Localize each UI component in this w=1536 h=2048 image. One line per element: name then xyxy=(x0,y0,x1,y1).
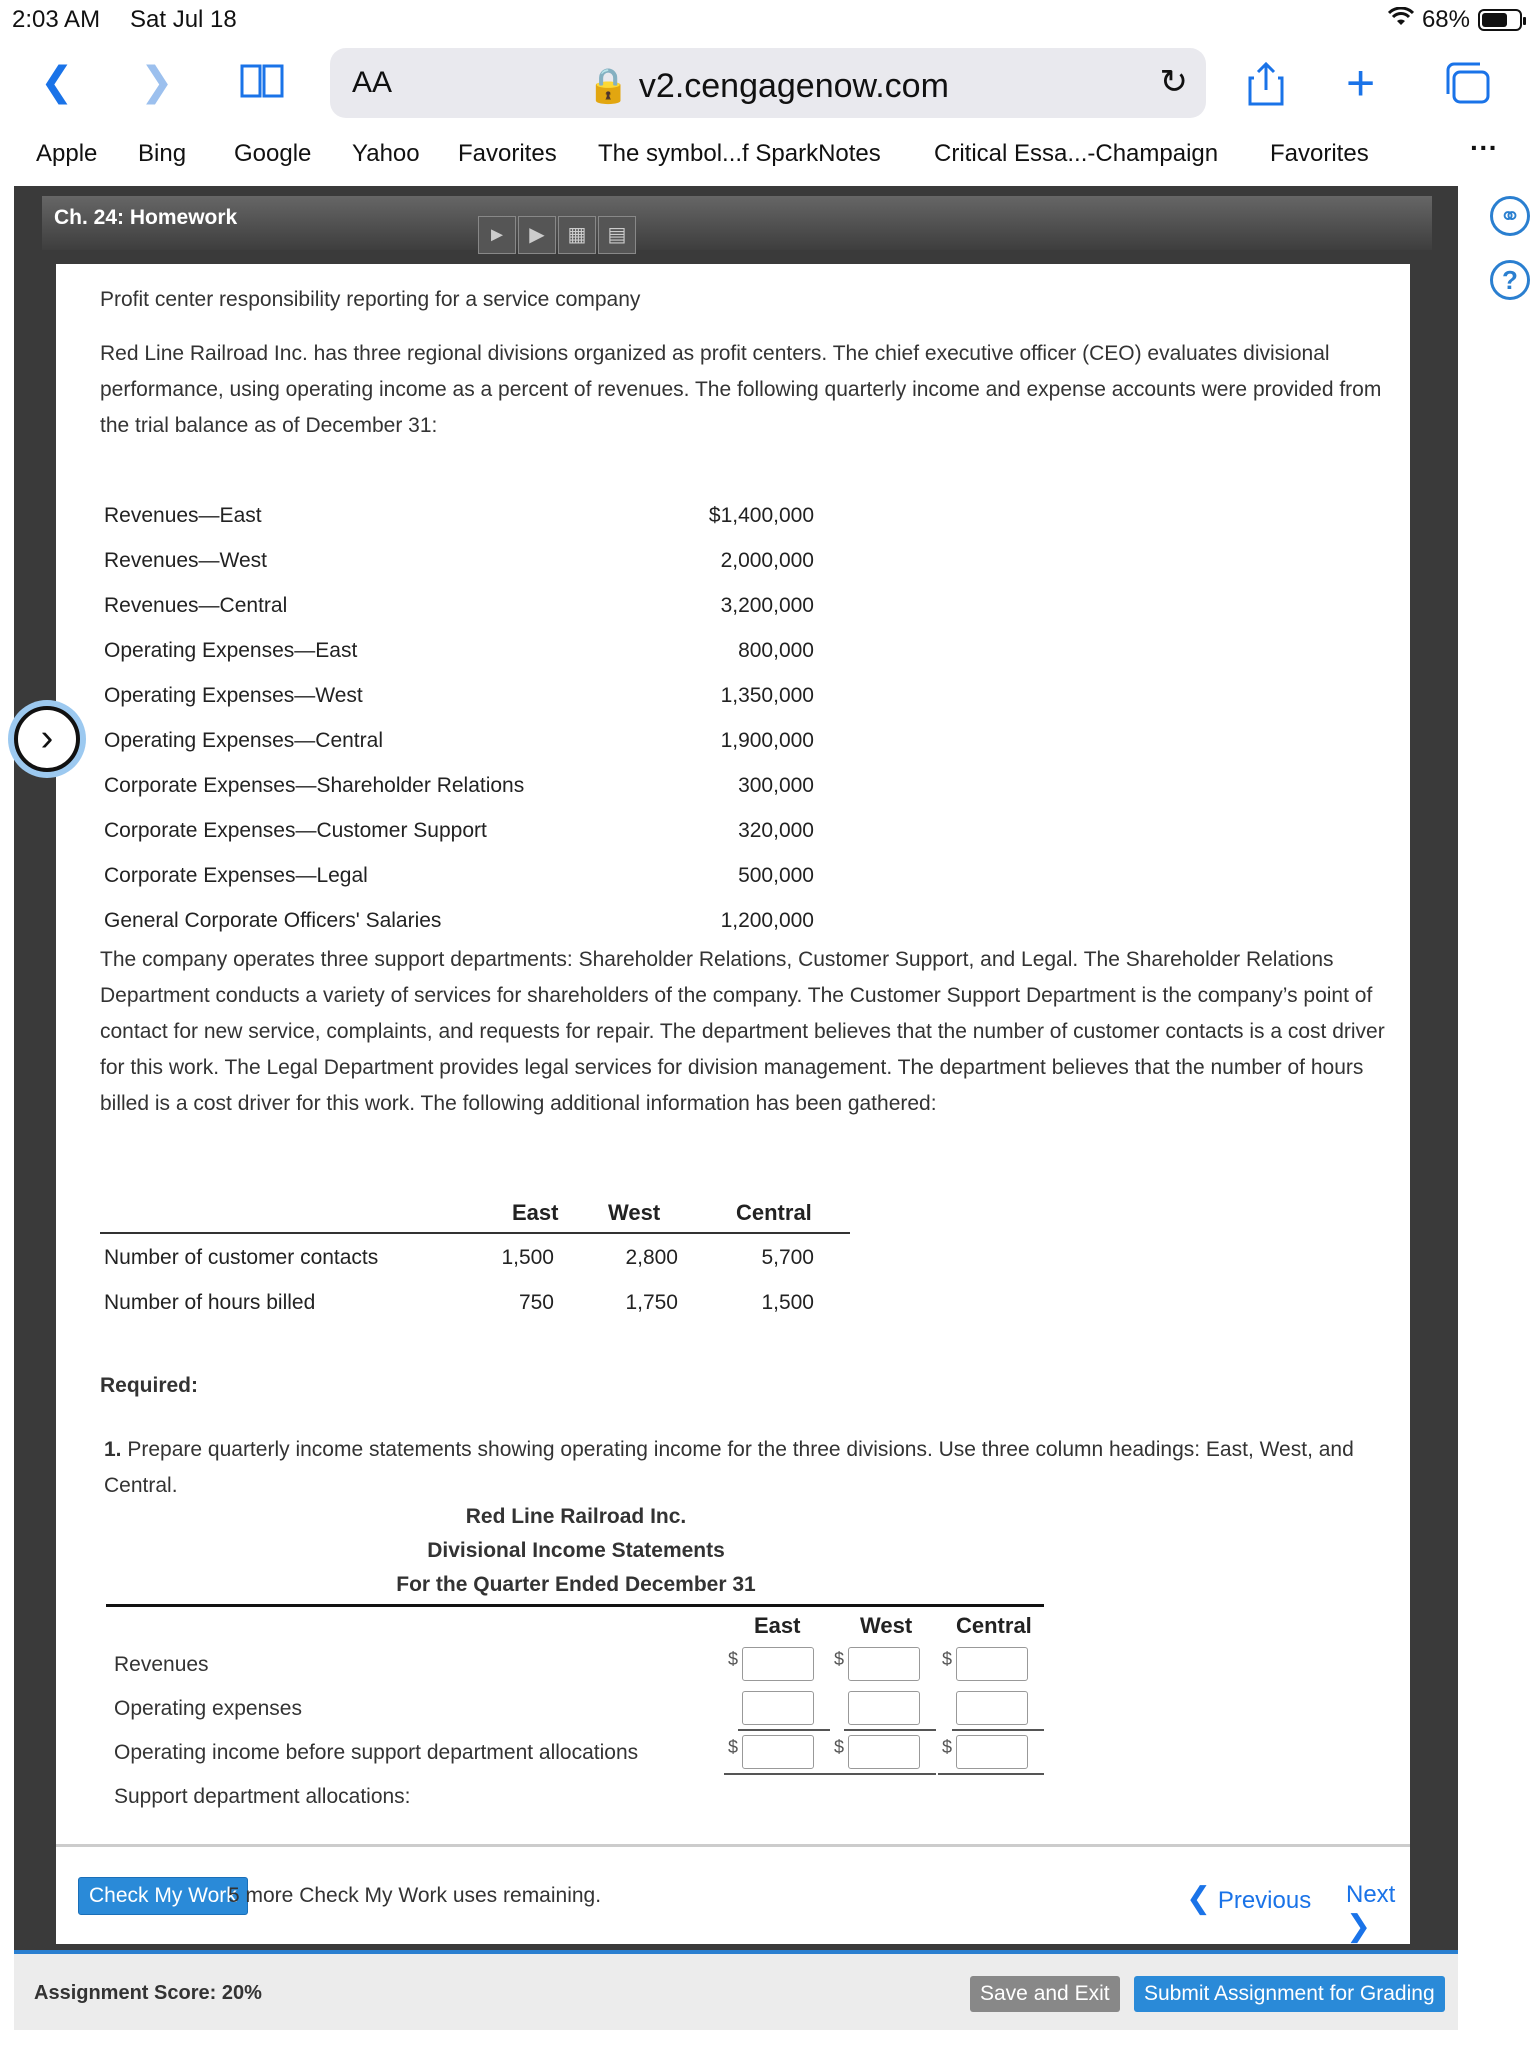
account-label: Corporate Expenses—Customer Support xyxy=(104,819,487,842)
battery-icon xyxy=(1478,9,1522,31)
statement-period: For the Quarter Ended December 31 xyxy=(396,1573,756,1596)
expand-panel-arrow-icon[interactable]: › xyxy=(14,706,80,772)
row-label: Support department allocations: xyxy=(114,1785,411,1808)
status-time: 2:03 AM xyxy=(12,6,101,33)
ebook-icon[interactable]: ► xyxy=(478,216,516,254)
column-header-central: Central xyxy=(736,1200,812,1225)
save-and-exit-button[interactable]: Save and Exit xyxy=(970,1976,1120,2012)
requirement-number: 1. xyxy=(104,1438,122,1461)
required-label: Required: xyxy=(100,1374,199,1397)
statement-col-west: West xyxy=(860,1613,913,1638)
account-amount: 1,900,000 xyxy=(720,729,814,752)
revenues-west-input[interactable] xyxy=(848,1647,920,1681)
statement-col-central: Central xyxy=(956,1613,1032,1638)
driver-label: Number of hours billed xyxy=(104,1291,316,1314)
opex-west-input[interactable] xyxy=(848,1691,920,1725)
status-date: Sat Jul 18 xyxy=(130,6,237,33)
address-bar[interactable] xyxy=(330,48,1206,118)
assignment-frame xyxy=(14,186,1458,1962)
next-label: Next xyxy=(1346,1881,1396,1908)
account-amount: 1,350,000 xyxy=(720,684,814,707)
statement-name: Divisional Income Statements xyxy=(427,1539,725,1562)
account-label: Revenues—Central xyxy=(104,594,288,617)
battery-percent: 68% xyxy=(1421,6,1470,33)
help-icon[interactable]: ? xyxy=(1490,260,1530,300)
account-label: Operating Expenses—Central xyxy=(104,729,383,752)
statement-row-operating-income xyxy=(106,1731,1046,1775)
next-button[interactable] xyxy=(1346,1881,1410,1944)
account-label: General Corporate Officers' Salaries xyxy=(104,909,442,932)
forward-icon[interactable]: ❯ xyxy=(140,60,174,104)
cost-driver-table xyxy=(100,1194,850,1324)
share-icon[interactable] xyxy=(1246,60,1286,113)
currency-sign: $ xyxy=(942,1649,953,1669)
statement-columns xyxy=(106,1607,1046,1643)
column-header-west: West xyxy=(608,1200,661,1225)
previous-button[interactable] xyxy=(1186,1881,1311,1916)
notes-icon[interactable]: ▤ xyxy=(598,216,636,254)
assignment-score: Assignment Score: 20% xyxy=(34,1982,262,2004)
status-bar xyxy=(0,0,1536,40)
chevron-right-icon: ❯ xyxy=(1346,1910,1372,1943)
account-label: Corporate Expenses—Legal xyxy=(104,864,368,887)
status-right xyxy=(1388,6,1522,34)
account-amount: 800,000 xyxy=(738,639,814,662)
bookmark-bing[interactable]: Bing xyxy=(138,140,187,167)
support-departments-text: The company operates three support departments: Shareholder Relations, Customer Support, and Legal. The Shareholder Relations Department conducts a variety of services for shareholders of the company. The Customer Support Department is the company’s point of contact for new service, complaints, and requests for repair. The department believes that the number of customer contacts is a cost driver for this work. The Legal Department provides legal services for division management. The department believes that the number of hours billed is a cost driver for this work. The following additional information has been gathered: xyxy=(100,948,1385,1115)
cost-driver-header xyxy=(100,1194,850,1234)
submit-assignment-button[interactable]: Submit Assignment for Grading xyxy=(1134,1976,1445,2012)
check-my-work-button[interactable]: Check My Work xyxy=(78,1877,248,1915)
account-amount: 500,000 xyxy=(738,864,814,887)
bookmarks-bar xyxy=(0,132,1536,178)
wifi-icon xyxy=(1388,6,1414,34)
url-label: v2.cengagenow.com xyxy=(638,67,949,105)
bookmark-google[interactable]: Google xyxy=(234,140,312,167)
op-income-west-input[interactable] xyxy=(848,1735,920,1769)
bookmark-apple[interactable]: Apple xyxy=(36,140,98,167)
problem-content xyxy=(56,264,1410,1844)
account-label: Revenues—West xyxy=(104,549,268,572)
back-icon[interactable]: ❮ xyxy=(40,60,74,104)
homework-title: Ch. 24: Homework xyxy=(54,206,238,229)
currency-sign: $ xyxy=(728,1737,739,1757)
account-label: Revenues—East xyxy=(104,504,262,527)
account-amount: $1,400,000 xyxy=(708,504,814,527)
row-label: Operating income before support department allocations xyxy=(114,1741,639,1764)
bookmark-sparknotes[interactable]: The symbol...f SparkNotes xyxy=(598,140,881,167)
driver-value-central: 5,700 xyxy=(761,1246,814,1269)
reload-icon[interactable]: ↻ xyxy=(1159,63,1188,101)
assignment-score-bar xyxy=(14,1950,1458,2030)
revenues-east-input[interactable] xyxy=(742,1647,814,1681)
account-amount: 3,200,000 xyxy=(720,594,814,617)
bottom-action-bar xyxy=(56,1844,1410,1944)
account-label: Operating Expenses—East xyxy=(104,639,358,662)
previous-label: Previous xyxy=(1217,1887,1312,1914)
driver-value-east: 750 xyxy=(518,1291,554,1314)
account-label: Operating Expenses—West xyxy=(104,684,363,707)
problem-subject: Profit center responsibility reporting for a service company xyxy=(100,288,641,311)
video-icon[interactable]: ▶ xyxy=(518,216,556,254)
account-label: Corporate Expenses—Shareholder Relations xyxy=(104,774,525,797)
driver-label: Number of customer contacts xyxy=(104,1246,379,1269)
statement-row-support-allocations xyxy=(106,1775,1046,1819)
currency-sign: $ xyxy=(834,1649,845,1669)
headset-icon[interactable]: ⚭ xyxy=(1490,196,1530,236)
account-amount: 1,200,000 xyxy=(720,909,814,932)
reader-aa-button[interactable]: AA xyxy=(352,66,393,99)
row-label: Revenues xyxy=(114,1653,209,1676)
tabs-icon[interactable] xyxy=(1444,62,1492,113)
driver-value-central: 1,500 xyxy=(761,1291,814,1314)
bookmark-favorites[interactable]: Favorites xyxy=(458,140,557,167)
op-income-east-input[interactable] xyxy=(742,1735,814,1769)
opex-east-input[interactable] xyxy=(742,1691,814,1725)
currency-sign: $ xyxy=(834,1737,845,1757)
bookmarks-book-icon[interactable] xyxy=(238,60,286,107)
requirement-text: Prepare quarterly income statements showing operating income for the three divisions. Use three column headings: East, West, and Central. xyxy=(104,1438,1354,1497)
new-tab-icon[interactable]: + xyxy=(1346,55,1376,111)
requirement-1 xyxy=(104,1432,1404,1504)
statement-company: Red Line Railroad Inc. xyxy=(465,1505,687,1528)
row-label: Operating expenses xyxy=(114,1697,302,1720)
opex-central-input[interactable] xyxy=(956,1691,1028,1725)
chevron-left-icon: ❮ xyxy=(1186,1882,1212,1915)
currency-sign: $ xyxy=(728,1649,739,1669)
driver-value-west: 2,800 xyxy=(625,1246,678,1269)
currency-sign: $ xyxy=(942,1737,953,1757)
account-amount: 320,000 xyxy=(738,819,814,842)
calculator-icon[interactable]: ▦ xyxy=(558,216,596,254)
homework-header xyxy=(42,196,1432,250)
bookmark-favorites-2[interactable]: Favorites xyxy=(1270,140,1369,167)
driver-value-east: 1,500 xyxy=(501,1246,554,1269)
table-row xyxy=(100,1279,850,1324)
bookmark-yahoo[interactable]: Yahoo xyxy=(352,140,420,167)
driver-value-west: 1,750 xyxy=(625,1291,678,1314)
statement-row-operating-expenses xyxy=(106,1687,1046,1731)
bookmark-critical-essa[interactable]: Critical Essa...-Champaign xyxy=(934,140,1219,167)
account-amount: 2,000,000 xyxy=(720,549,814,572)
income-statement xyxy=(106,1500,1046,1819)
column-header-east: East xyxy=(512,1200,559,1225)
header-tools xyxy=(478,216,636,254)
browser-toolbar xyxy=(0,40,1536,130)
statement-row-revenues xyxy=(106,1643,1046,1687)
statement-col-east: East xyxy=(754,1613,801,1638)
lock-icon: 🔒 xyxy=(587,67,630,105)
account-amount: 300,000 xyxy=(738,774,814,797)
op-income-central-input[interactable] xyxy=(956,1735,1028,1769)
problem-intro: Red Line Railroad Inc. has three regional divisions organized as profit centers. The chief executive officer (CEO) evaluates divisional performance, using operating income as a percent of revenues. The following quarterly income and expense accounts were provided from the trial balance as of December 31: xyxy=(100,342,1382,437)
more-icon[interactable]: ··· xyxy=(1470,132,1498,163)
check-uses-remaining: 5 more Check My Work uses remaining. xyxy=(228,1884,602,1907)
url-text xyxy=(330,66,1206,106)
revenues-central-input[interactable] xyxy=(956,1647,1028,1681)
table-row xyxy=(100,1234,850,1279)
